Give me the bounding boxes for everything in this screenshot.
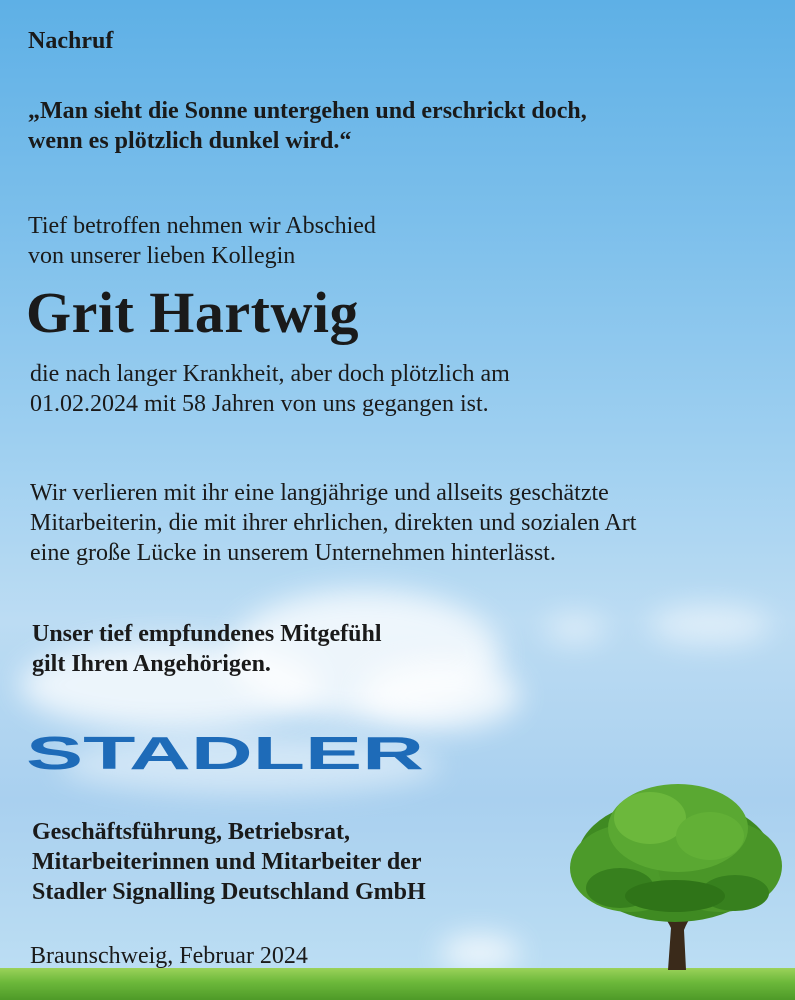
cloud-decoration [650,605,770,645]
sympathy-text: Unser tief empfundenes Mitgefühl gilt Ihren Angehörigen. [32,621,382,677]
cloud-decoration [545,615,605,643]
signers: Geschäftsführung, Betriebsrat, Mitarbeiterinnen und Mitarbeiter der Stadler Signalling Deutschland GmbH [32,819,426,905]
quote: „Man sieht die Sonne untergehen und erschrickt doch, wenn es plötzlich dunkel wird.“ [28,98,587,154]
cloud-decoration [360,660,520,730]
detail-text: die nach langer Krankheit, aber doch plötzlich am 01.02.2024 mit 58 Jahren von uns gegangen ist. [30,361,510,417]
place-date: Braunschweig, Februar 2024 [30,943,308,969]
stadler-logo-text: STADLER [26,732,424,772]
tribute-text: Wir verlieren mit ihr eine langjährige und allseits geschätzte Mitarbeiterin, die mit ihrer ehrlichen, direkten und sozialen Art eine große Lücke in unserem Unternehmen hinterlässt. [30,480,637,566]
deceased-name: Grit Hartwig [26,280,359,345]
intro-text: Tief betroffen nehmen wir Abschied von unserer lieben Kollegin [28,213,376,269]
stadler-logo [26,732,426,772]
heading: Nachruf [28,28,114,54]
tree-icon [560,778,790,970]
grass-ground [0,968,795,1000]
cloud-decoration [440,935,520,970]
